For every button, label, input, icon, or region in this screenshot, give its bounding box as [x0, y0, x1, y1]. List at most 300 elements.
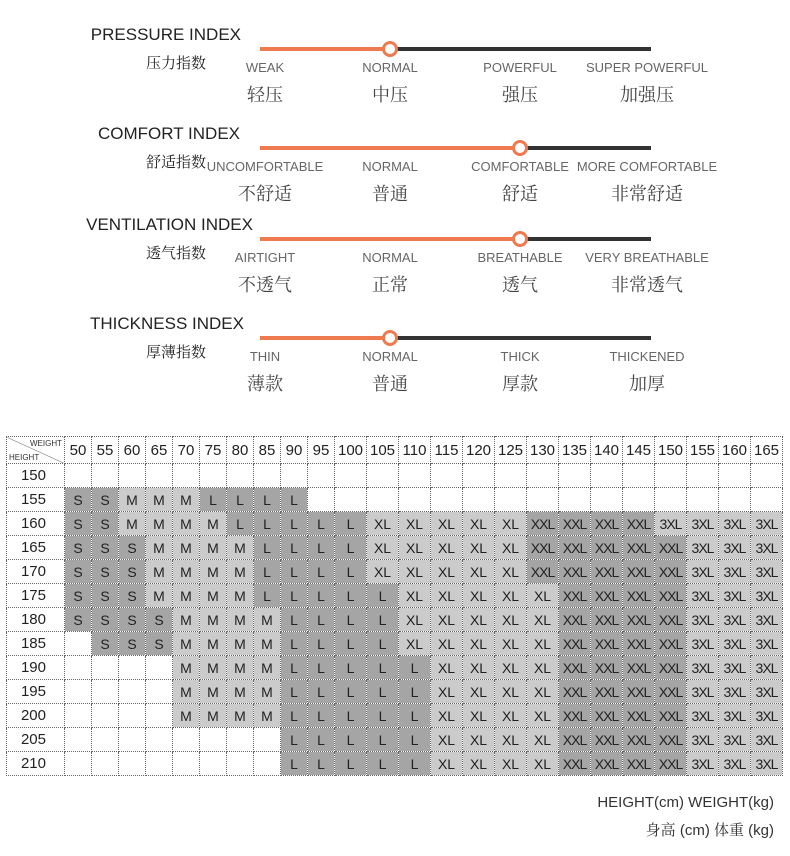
weight-header-cell: 125	[495, 437, 527, 464]
size-cell: M	[173, 632, 200, 656]
size-cell: L	[281, 656, 308, 680]
size-cell: XXL	[623, 560, 655, 584]
pressure-slider-knob	[382, 41, 398, 57]
size-cell: S	[92, 632, 119, 656]
size-cell: L	[335, 632, 367, 656]
pressure-slider-fill	[260, 47, 390, 51]
ventilation-index-slider	[260, 237, 651, 241]
size-cell: L	[335, 512, 367, 536]
level-label-en: THICK	[500, 349, 540, 364]
size-cell: XXL	[655, 608, 687, 632]
weight-header-cell: 140	[591, 437, 623, 464]
size-cell: 3XL	[719, 512, 751, 536]
size-cell: XL	[495, 560, 527, 584]
size-cell: L	[399, 680, 431, 704]
level-label-en: UNCOMFORTABLE	[206, 159, 324, 174]
size-cell: L	[254, 512, 281, 536]
size-cell: XL	[527, 728, 559, 752]
table-row	[7, 488, 783, 512]
size-cell	[655, 488, 687, 512]
level-label-en: THICKENED	[609, 349, 685, 364]
level-label-en: NORMAL	[362, 250, 418, 265]
level-label-zh: 普通	[372, 184, 408, 204]
size-cell: 3XL	[687, 512, 719, 536]
size-cell	[92, 728, 119, 752]
size-cell	[335, 488, 367, 512]
size-cell	[308, 488, 335, 512]
size-cell	[65, 752, 92, 776]
weight-header-cell: 160	[719, 437, 751, 464]
size-cell: S	[119, 560, 146, 584]
size-cell: L	[281, 512, 308, 536]
height-cell: 165	[7, 536, 65, 560]
weight-header-cell: 50	[65, 437, 92, 464]
size-cell: XL	[431, 752, 463, 776]
size-cell: XL	[431, 704, 463, 728]
size-cell	[308, 464, 335, 488]
size-cell: S	[119, 632, 146, 656]
size-cell: XL	[463, 512, 495, 536]
size-cell	[146, 704, 173, 728]
size-cell	[254, 752, 281, 776]
thickness-level-3	[609, 349, 684, 396]
size-cell: 3XL	[719, 560, 751, 584]
size-cell: 3XL	[719, 632, 751, 656]
size-cell: L	[308, 680, 335, 704]
size-cell: M	[173, 704, 200, 728]
table-row	[7, 632, 783, 656]
size-cell: S	[92, 584, 119, 608]
table-row	[7, 680, 783, 704]
size-cell: L	[335, 704, 367, 728]
size-cell: XL	[495, 728, 527, 752]
size-cell: XL	[527, 584, 559, 608]
weight-header-cell: 55	[92, 437, 119, 464]
size-cell: XL	[367, 512, 399, 536]
thickness-level-1	[362, 349, 418, 396]
size-cell	[173, 464, 200, 488]
table-row	[7, 704, 783, 728]
pressure-index-slider	[260, 47, 651, 51]
size-cell: XXL	[559, 632, 591, 656]
size-cell: XL	[399, 560, 431, 584]
size-cell: M	[146, 584, 173, 608]
size-cell: XXL	[591, 536, 623, 560]
size-cell: 3XL	[751, 704, 783, 728]
size-cell: XL	[399, 512, 431, 536]
size-cell: 3XL	[655, 512, 687, 536]
size-cell: L	[335, 608, 367, 632]
height-cell: 195	[7, 680, 65, 704]
size-cell: XL	[527, 704, 559, 728]
height-cell: 150	[7, 464, 65, 488]
comfort-index-subtitle: 舒适指数	[145, 154, 206, 171]
size-cell: S	[119, 608, 146, 632]
table-corner	[7, 437, 65, 464]
size-cell: XL	[527, 608, 559, 632]
weight-header-cell: 150	[655, 437, 687, 464]
size-cell: XXL	[559, 656, 591, 680]
size-cell	[119, 728, 146, 752]
size-cell: M	[173, 656, 200, 680]
weight-header-cell: 115	[431, 437, 463, 464]
size-cell: XL	[527, 752, 559, 776]
size-cell: 3XL	[719, 536, 751, 560]
level-label-zh: 不舒适	[238, 184, 292, 204]
size-cell: XL	[463, 752, 495, 776]
size-cell: M	[119, 488, 146, 512]
level-label-zh: 透气	[501, 275, 538, 295]
size-cell: XL	[431, 584, 463, 608]
size-cell: XXL	[559, 752, 591, 776]
size-cell: XL	[527, 632, 559, 656]
comfort-slider-fill	[260, 146, 520, 150]
height-cell: 210	[7, 752, 65, 776]
size-cell: XL	[431, 560, 463, 584]
size-cell	[751, 488, 783, 512]
size-cell	[719, 464, 751, 488]
size-cell: L	[281, 680, 308, 704]
size-cell: XXL	[591, 680, 623, 704]
size-cell: M	[173, 560, 200, 584]
size-cell	[495, 488, 527, 512]
level-label-zh: 不透气	[238, 275, 292, 295]
footer-units-en: HEIGHT(cm) WEIGHT(kg)	[597, 794, 774, 811]
size-cell: L	[281, 536, 308, 560]
size-cell: XL	[463, 584, 495, 608]
size-cell: L	[308, 632, 335, 656]
size-cell: L	[281, 704, 308, 728]
level-label-en: COMFORTABLE	[471, 159, 569, 174]
size-cell: M	[254, 632, 281, 656]
size-cell	[623, 464, 655, 488]
size-cell: S	[92, 512, 119, 536]
size-cell: XXL	[559, 512, 591, 536]
comfort-level-3	[577, 159, 717, 206]
weight-header-cell: 65	[146, 437, 173, 464]
size-cell: L	[367, 632, 399, 656]
size-cell: XL	[399, 632, 431, 656]
size-cell	[687, 464, 719, 488]
size-cell: M	[227, 656, 254, 680]
pressure-level-2	[483, 60, 557, 107]
ventilation-level-2	[477, 250, 562, 297]
ventilation-level-0	[235, 250, 295, 297]
ventilation-slider-fill	[260, 237, 520, 241]
size-cell: 3XL	[719, 584, 751, 608]
size-cell: 3XL	[751, 608, 783, 632]
size-cell: L	[281, 584, 308, 608]
size-cell: XL	[527, 656, 559, 680]
pressure-level-1	[362, 60, 418, 107]
level-label-en: NORMAL	[362, 159, 418, 174]
level-label-zh: 轻压	[246, 85, 283, 105]
table-row	[7, 728, 783, 752]
size-cell: L	[335, 680, 367, 704]
weight-header-row	[7, 437, 783, 464]
size-cell: L	[335, 536, 367, 560]
size-cell: 3XL	[687, 752, 719, 776]
size-cell: M	[227, 680, 254, 704]
size-cell: XXL	[623, 728, 655, 752]
weight-header-cell: 135	[559, 437, 591, 464]
size-cell: L	[367, 656, 399, 680]
size-cell: XL	[367, 560, 399, 584]
size-cell: XL	[495, 680, 527, 704]
size-cell	[751, 464, 783, 488]
size-cell: L	[367, 704, 399, 728]
size-cell: L	[281, 752, 308, 776]
size-cell: XXL	[527, 560, 559, 584]
size-cell: S	[65, 512, 92, 536]
size-cell: S	[92, 536, 119, 560]
thickness-level-2	[501, 349, 540, 396]
comfort-index	[0, 124, 790, 219]
weight-header-cell: 110	[399, 437, 431, 464]
size-cell: M	[173, 608, 200, 632]
size-cell: XXL	[623, 632, 655, 656]
size-cell: XXL	[623, 680, 655, 704]
size-cell	[527, 464, 559, 488]
size-cell: M	[254, 608, 281, 632]
size-cell: M	[173, 512, 200, 536]
size-cell: XL	[431, 680, 463, 704]
pressure-index-title: PRESSURE INDEX	[90, 25, 241, 44]
size-cell	[463, 464, 495, 488]
size-cell	[655, 464, 687, 488]
size-cell: L	[254, 584, 281, 608]
level-label-zh: 薄款	[247, 374, 283, 394]
level-label-zh: 舒适	[501, 184, 538, 204]
level-label-en: NORMAL	[362, 349, 418, 364]
size-cell	[399, 464, 431, 488]
size-cell: L	[399, 752, 431, 776]
table-row	[7, 608, 783, 632]
size-cell: 3XL	[687, 560, 719, 584]
size-cell: 3XL	[719, 680, 751, 704]
size-cell: XL	[495, 512, 527, 536]
ventilation-slider-knob	[512, 231, 528, 247]
size-cell: M	[173, 584, 200, 608]
size-cell: XXL	[527, 512, 559, 536]
size-cell: M	[254, 656, 281, 680]
level-label-en: SUPER POWERFUL	[585, 60, 709, 75]
thickness-index-slider	[260, 336, 651, 340]
size-cell	[92, 656, 119, 680]
size-cell: 3XL	[751, 656, 783, 680]
weight-header-cell: 75	[200, 437, 227, 464]
size-cell: S	[92, 488, 119, 512]
size-cell	[92, 464, 119, 488]
size-cell: 3XL	[719, 656, 751, 680]
size-cell: XXL	[623, 584, 655, 608]
size-cell	[559, 488, 591, 512]
size-cell: XXL	[655, 560, 687, 584]
weight-header-cell: 70	[173, 437, 200, 464]
size-cell: 3XL	[751, 584, 783, 608]
size-cell	[200, 464, 227, 488]
size-cell: XXL	[655, 680, 687, 704]
size-cell: L	[335, 656, 367, 680]
size-cell: 3XL	[719, 752, 751, 776]
size-cell: L	[367, 728, 399, 752]
thickness-slider-knob	[382, 330, 398, 346]
size-cell: M	[200, 512, 227, 536]
size-cell: 3XL	[719, 704, 751, 728]
size-cell: M	[227, 632, 254, 656]
size-cell: L	[227, 512, 254, 536]
level-label-en: VERY BREATHABLE	[585, 250, 709, 265]
size-cell: L	[308, 512, 335, 536]
size-cell: XL	[463, 632, 495, 656]
size-cell: L	[399, 704, 431, 728]
size-cell: XXL	[591, 752, 623, 776]
size-cell: XXL	[623, 608, 655, 632]
size-cell: 3XL	[751, 632, 783, 656]
size-cell: XL	[399, 536, 431, 560]
size-cell: M	[173, 536, 200, 560]
size-cell	[719, 488, 751, 512]
size-cell	[119, 752, 146, 776]
thickness-level-0	[247, 349, 283, 396]
footer-units-zh: 身高 (cm) 体重 (kg)	[645, 822, 774, 839]
size-cell: XXL	[655, 728, 687, 752]
size-cell: L	[254, 536, 281, 560]
size-cell: M	[119, 512, 146, 536]
height-cell: 180	[7, 608, 65, 632]
size-cell: 3XL	[751, 512, 783, 536]
weight-header-cell: 60	[119, 437, 146, 464]
size-cell: S	[65, 536, 92, 560]
size-cell: XL	[463, 680, 495, 704]
level-label-en: MORE COMFORTABLE	[576, 159, 718, 174]
comfort-level-0	[207, 159, 324, 206]
size-cell	[623, 488, 655, 512]
weight-header-cell: 90	[281, 437, 308, 464]
size-cell: XXL	[559, 584, 591, 608]
size-cell: M	[200, 704, 227, 728]
weight-header-cell: 130	[527, 437, 559, 464]
size-cell: 3XL	[751, 680, 783, 704]
weight-header-cell: 100	[335, 437, 367, 464]
size-cell: S	[119, 536, 146, 560]
level-label-zh: 非常透气	[611, 275, 683, 295]
size-cell	[65, 632, 92, 656]
size-cell: XXL	[591, 512, 623, 536]
size-cell	[335, 464, 367, 488]
table-row	[7, 512, 783, 536]
size-cell: 3XL	[719, 728, 751, 752]
size-chart-table	[6, 436, 783, 776]
size-cell	[463, 488, 495, 512]
size-cell: L	[308, 560, 335, 584]
size-cell: XXL	[623, 704, 655, 728]
size-cell: XXL	[559, 704, 591, 728]
size-cell: L	[335, 584, 367, 608]
size-cell: XXL	[591, 584, 623, 608]
size-cell: S	[65, 608, 92, 632]
size-cell: L	[308, 656, 335, 680]
size-cell: S	[146, 632, 173, 656]
size-cell: M	[200, 608, 227, 632]
size-cell: L	[281, 560, 308, 584]
comfort-level-1	[362, 159, 418, 206]
size-cell: 3XL	[751, 536, 783, 560]
size-cell: L	[254, 560, 281, 584]
height-cell: 185	[7, 632, 65, 656]
size-cell: XXL	[655, 704, 687, 728]
size-cell	[399, 488, 431, 512]
size-cell: XXL	[559, 680, 591, 704]
weight-header-cell: 80	[227, 437, 254, 464]
size-cell: XL	[399, 584, 431, 608]
size-cell: XL	[431, 728, 463, 752]
size-cell: S	[65, 488, 92, 512]
size-cell	[65, 464, 92, 488]
weight-header-cell: 155	[687, 437, 719, 464]
weight-header-cell: 145	[623, 437, 655, 464]
size-cell: L	[399, 656, 431, 680]
weight-header-cell: 105	[367, 437, 399, 464]
size-cell: XXL	[559, 728, 591, 752]
level-label-zh: 加厚	[629, 374, 665, 394]
size-cell: XXL	[623, 752, 655, 776]
size-cell	[254, 728, 281, 752]
size-cell: L	[200, 488, 227, 512]
size-cell: L	[308, 704, 335, 728]
table-row	[7, 560, 783, 584]
size-cell: L	[367, 584, 399, 608]
size-cell: XXL	[559, 560, 591, 584]
size-cell: 3XL	[719, 608, 751, 632]
height-cell: 205	[7, 728, 65, 752]
size-cell: S	[92, 560, 119, 584]
size-cell: L	[308, 536, 335, 560]
size-cell: L	[399, 728, 431, 752]
ventilation-index-subtitle: 透气指数	[145, 245, 206, 262]
size-cell	[173, 752, 200, 776]
size-cell: 3XL	[687, 704, 719, 728]
size-cell	[200, 752, 227, 776]
size-cell: L	[367, 608, 399, 632]
size-cell: L	[254, 488, 281, 512]
size-cell: M	[227, 584, 254, 608]
size-cell: 3XL	[687, 680, 719, 704]
height-cell: 170	[7, 560, 65, 584]
size-cell: XL	[463, 608, 495, 632]
size-cell: XL	[431, 656, 463, 680]
size-cell	[431, 488, 463, 512]
height-cell: 160	[7, 512, 65, 536]
size-cell: XL	[495, 608, 527, 632]
size-cell: S	[119, 584, 146, 608]
comfort-slider-knob	[512, 140, 528, 156]
size-cell: L	[335, 560, 367, 584]
level-label-en: THIN	[249, 349, 281, 364]
size-cell: XXL	[591, 728, 623, 752]
level-label-zh: 普通	[372, 374, 408, 394]
size-cell: XL	[463, 656, 495, 680]
size-cell	[281, 464, 308, 488]
level-label-en: AIRTIGHT	[234, 250, 296, 265]
size-cell	[227, 752, 254, 776]
size-cell: XL	[431, 536, 463, 560]
level-label-zh: 正常	[372, 275, 408, 295]
pressure-index	[0, 25, 790, 120]
size-cell	[227, 464, 254, 488]
size-cell: XL	[431, 608, 463, 632]
size-cell	[146, 656, 173, 680]
